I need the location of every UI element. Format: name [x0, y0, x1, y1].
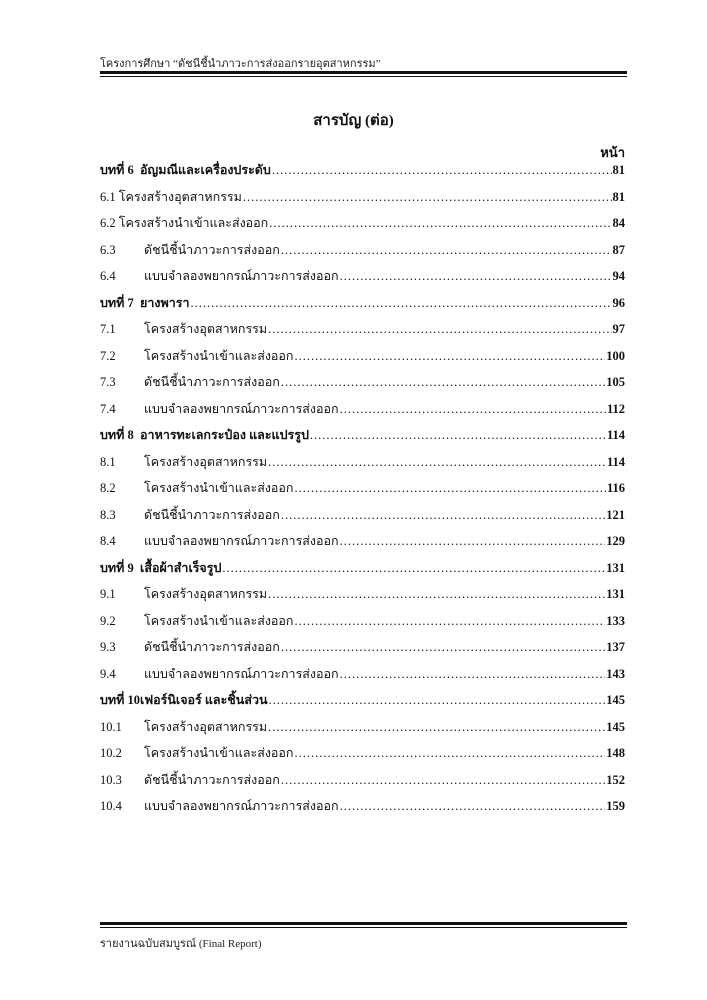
toc-entry-label: ดัชนีชี้นำภาวะการส่งออก [144, 640, 280, 654]
toc-section-8-4[interactable] [100, 531, 625, 558]
footer-rule-thin [100, 927, 627, 928]
toc-entry-label: โครงสร้างนำเข้าและส่งออก [118, 216, 269, 230]
toc-entry-page: 112 [606, 401, 625, 416]
toc-entry-number: 9.2 [100, 613, 116, 628]
toc-entry-page: 137 [606, 640, 625, 654]
dot-leader [340, 534, 606, 549]
dot-leader [272, 163, 612, 178]
dot-leader [222, 561, 605, 576]
toc-entry-number: บทที่ 9 [100, 560, 141, 575]
toc-entry-label: โครงสร้างอุตสาหกรรม [144, 322, 268, 336]
toc-title: สารบัญ (ต่อ) [313, 113, 394, 129]
dot-leader [268, 455, 606, 470]
toc-entry-number: 8.2 [100, 481, 116, 495]
toc-chapter-10[interactable] [100, 690, 625, 717]
toc-section-6-3[interactable] [100, 240, 625, 267]
dot-leader [295, 614, 606, 629]
toc-section-6-2[interactable] [100, 213, 625, 240]
toc-entry-number: 8.4 [100, 534, 116, 548]
toc-entry-number: 6.1 [100, 189, 119, 204]
toc-entry-label: ดัชนีชี้นำภาวะการส่งออก [144, 375, 280, 389]
dot-leader [269, 693, 606, 708]
dot-leader [295, 746, 606, 761]
footer-report-label: รายงานฉบับสมบูรณ์ (Final Report) [100, 938, 262, 950]
dot-leader [243, 190, 612, 205]
dot-leader [269, 216, 611, 231]
toc-entry-number: บทที่ 7 [100, 295, 141, 310]
toc-chapter-8[interactable] [100, 425, 625, 452]
toc-entry-page: 81 [612, 163, 625, 177]
toc-entry-label: โครงสร้างอุตสาหกรรม [118, 189, 242, 204]
toc-entry-number: บทที่ 8 [100, 428, 141, 442]
toc-entry-number: 8.3 [100, 507, 116, 522]
toc-entry-label: ยางพารา [140, 295, 190, 310]
toc-section-6-4[interactable] [100, 266, 625, 293]
toc-entry-page: 133 [606, 613, 625, 628]
toc-entry-number: 10.4 [100, 799, 122, 813]
toc-entry-label: โครงสร้างนำเข้าและส่งออก [144, 348, 294, 363]
toc-section-9-1[interactable] [100, 584, 625, 611]
toc-entry-page: 159 [606, 799, 625, 813]
dot-leader [281, 773, 605, 788]
toc-entry-page: 145 [606, 693, 625, 707]
toc-section-9-2[interactable] [100, 611, 625, 638]
toc-section-10-2[interactable] [100, 743, 625, 770]
toc-chapter-6[interactable] [100, 160, 625, 187]
toc-entry-page: 87 [612, 242, 625, 257]
toc-entry-number: 10.2 [100, 746, 122, 760]
toc-entry-label: ดัชนีชี้นำภาวะการส่งออก [144, 772, 280, 787]
toc-section-8-3[interactable] [100, 505, 625, 532]
dot-leader [268, 587, 605, 602]
toc-entry-page: 152 [606, 772, 625, 787]
toc-entry-page: 131 [606, 587, 625, 601]
toc-entry-label: อัญมณีและเครื่องประดับ [140, 163, 271, 177]
toc-entry-page: 105 [606, 375, 625, 389]
toc-entry-page: 114 [606, 454, 625, 469]
toc-chapter-9[interactable] [100, 558, 625, 585]
dot-leader [310, 428, 606, 443]
dot-leader [295, 349, 606, 364]
toc-entry-label: แบบจำลองพยากรณ์ภาวะการส่งออก [144, 401, 339, 416]
page-column-label: หน้า [600, 145, 625, 160]
dot-leader [295, 481, 606, 496]
toc-entry-number: บทที่ 10 [100, 693, 141, 707]
toc-entry-label: อาหารทะเลกระป๋อง และแปรรูป [140, 428, 309, 442]
toc-entry-label: โครงสร้างนำเข้าและส่งออก [144, 613, 294, 628]
toc-section-6-1[interactable] [100, 187, 625, 214]
toc-entry-label: แบบจำลองพยากรณ์ภาวะการส่งออก [144, 799, 339, 813]
toc-section-7-2[interactable] [100, 346, 625, 373]
toc-entry-page: 145 [606, 719, 625, 734]
toc-entry-page: 96 [612, 295, 625, 310]
toc-entry-number: 6.4 [100, 269, 116, 283]
toc-section-7-4[interactable] [100, 399, 625, 426]
running-header-title: โครงการศึกษา “ดัชนีชี้นำภาวะการส่งออกรายอุตสาหกรรม” [100, 58, 381, 70]
dot-leader [268, 322, 611, 337]
toc-entry-number: บทที่ 6 [100, 163, 141, 177]
toc-entry-label: แบบจำลองพยากรณ์ภาวะการส่งออก [144, 534, 339, 548]
toc-section-8-2[interactable] [100, 478, 625, 505]
dot-leader [191, 296, 612, 311]
dot-leader [340, 269, 612, 284]
toc-entry-page: 84 [612, 216, 625, 230]
toc-entry-page: 94 [612, 269, 625, 283]
toc-entry-label: เฟอร์นิเจอร์ และชิ้นส่วน [140, 693, 268, 707]
toc-entry-number: 9.4 [100, 666, 116, 681]
dot-leader [340, 667, 606, 682]
toc-entry-page: 131 [606, 560, 625, 575]
toc-entry-number: 9.3 [100, 640, 116, 654]
dot-leader [281, 640, 605, 655]
toc-entry-label: เสื้อผ้าสำเร็จรูป [140, 560, 222, 575]
toc-section-10-1[interactable] [100, 717, 625, 744]
header-rule-thin [100, 76, 627, 77]
toc-entry-label: โครงสร้างนำเข้าและส่งออก [144, 746, 294, 760]
toc-section-9-4[interactable] [100, 664, 625, 691]
toc-entry-label: แบบจำลองพยากรณ์ภาวะการส่งออก [144, 269, 339, 283]
dot-leader [340, 402, 606, 417]
toc-entry-page: 129 [606, 534, 625, 548]
toc-section-7-3[interactable] [100, 372, 625, 399]
toc-entry-page: 81 [612, 189, 625, 204]
toc-entry-number: 10.3 [100, 772, 122, 787]
toc-entry-number: 6.2 [100, 216, 119, 230]
toc-entry-number: 8.1 [100, 454, 116, 469]
dot-leader [281, 243, 612, 258]
footer-rule-thick [100, 922, 627, 925]
toc-entry-number: 7.1 [100, 322, 116, 336]
toc-entry-number: 7.2 [100, 348, 116, 363]
toc-section-7-1[interactable] [100, 319, 625, 346]
toc-entry-label: แบบจำลองพยากรณ์ภาวะการส่งออก [144, 666, 339, 681]
toc-entry-label: ดัชนีชี้นำภาวะการส่งออก [144, 242, 280, 257]
toc-entry-label: ดัชนีชี้นำภาวะการส่งออก [144, 507, 280, 522]
toc-section-8-1[interactable] [100, 452, 625, 479]
toc-chapter-7[interactable] [100, 293, 625, 320]
toc-entry-label: โครงสร้างอุตสาหกรรม [144, 719, 268, 734]
dot-leader [281, 375, 605, 390]
toc-entry-number: 6.3 [100, 242, 116, 257]
dot-leader [340, 799, 606, 814]
toc-section-10-3[interactable] [100, 770, 625, 797]
toc-section-9-3[interactable] [100, 637, 625, 664]
toc-entry-number: 10.1 [100, 719, 122, 734]
toc-entry-number: 7.3 [100, 375, 116, 389]
toc-entry-number: 9.1 [100, 587, 116, 601]
toc-entry-label: โครงสร้างอุตสาหกรรม [144, 587, 268, 601]
toc-entry-page: 143 [606, 666, 625, 681]
toc-list [100, 160, 625, 823]
toc-entry-page: 121 [606, 507, 625, 522]
toc-entry-page: 116 [606, 481, 625, 495]
toc-entry-label: โครงสร้างนำเข้าและส่งออก [144, 481, 294, 495]
header-rule-thick [100, 71, 627, 74]
dot-leader [268, 720, 605, 735]
toc-section-10-4[interactable] [100, 796, 625, 823]
toc-entry-page: 114 [606, 428, 625, 442]
toc-entry-label: โครงสร้างอุตสาหกรรม [144, 454, 268, 469]
dot-leader [281, 508, 605, 523]
toc-entry-number: 7.4 [100, 401, 116, 416]
toc-entry-page: 97 [612, 322, 625, 336]
toc-entry-page: 100 [606, 348, 625, 363]
toc-entry-page: 148 [606, 746, 625, 760]
